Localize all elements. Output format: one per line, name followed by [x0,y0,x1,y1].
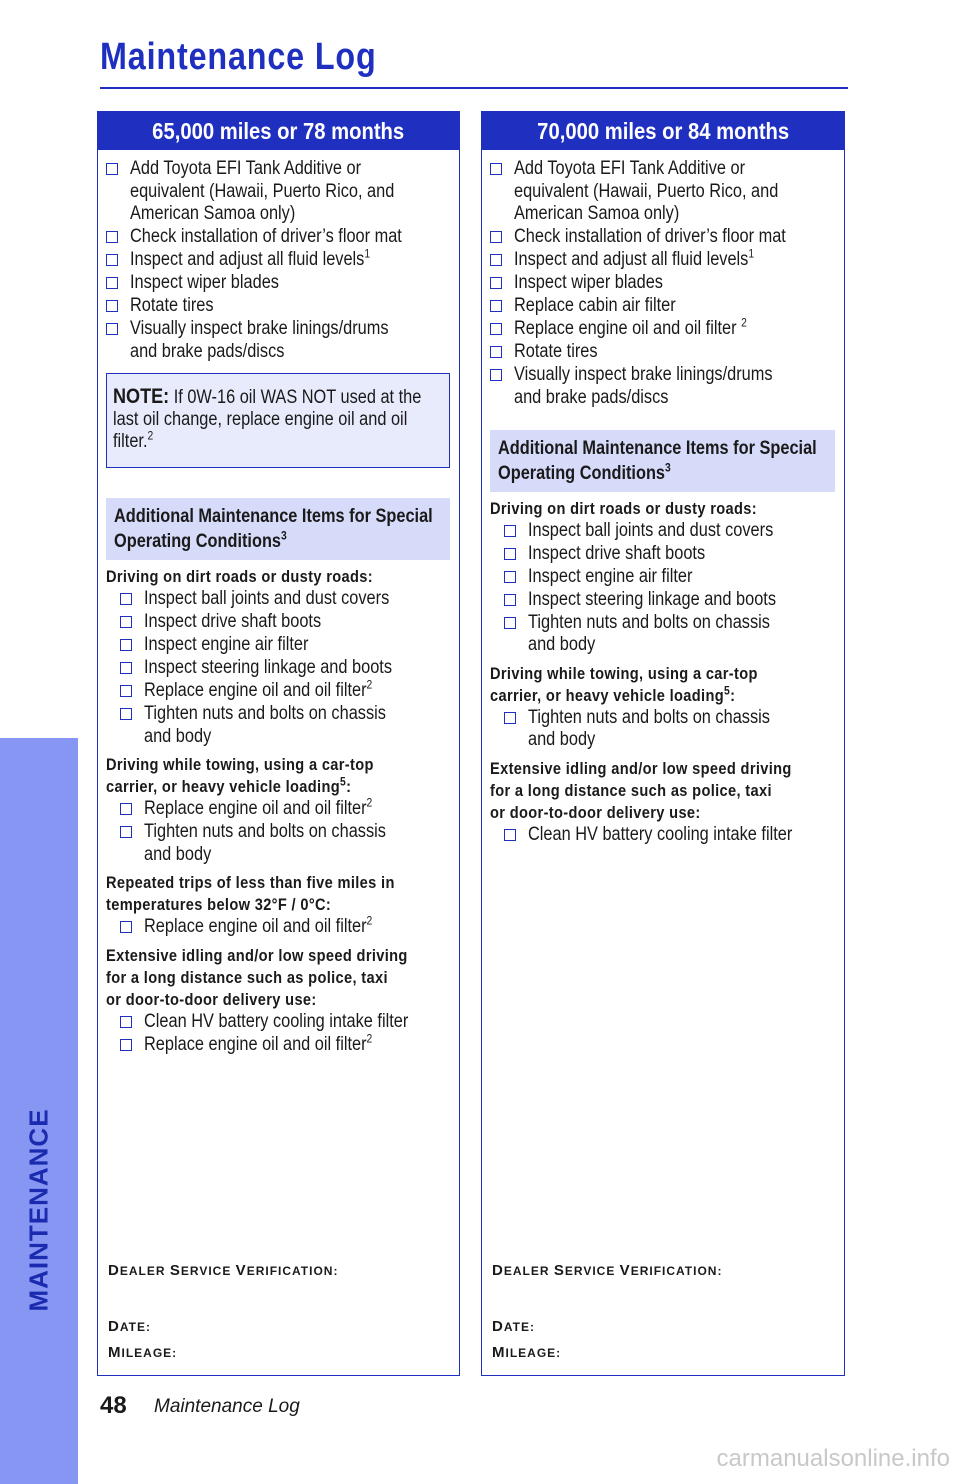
checkbox-icon[interactable] [120,826,132,838]
checklist-item-text: Replace engine oil and oil filter [514,318,742,339]
additional-items-title [490,430,835,492]
checklist-item [106,246,459,272]
checkbox-icon[interactable] [490,300,502,312]
checklist-item [490,589,844,612]
checklist-item-text: Inspect wiper blades [130,272,279,293]
checklist-item [490,158,844,226]
checklist-item [106,657,459,680]
condition-title-text: Repeated trips of less than five miles in temperatures below 32°F / 0°C: [106,873,395,914]
checkbox-icon[interactable] [490,346,502,358]
checklist-item-text: Replace engine oil and oil filter [144,680,367,701]
checklist-item-text: Inspect ball joints and dust covers [528,519,774,541]
checklist-item-text: Tighten nuts and bolts on chassis and body [144,703,386,747]
additional-title-text: Additional Maintenance Items for Special Operating Conditions [114,506,433,552]
checklist-item [490,295,844,318]
checkbox-icon[interactable] [106,163,118,175]
footnote-sup: 5 [724,682,731,697]
note-box [106,373,450,468]
checklist-item-text: Inspect drive shaft boots [528,542,706,564]
checklist-item [106,588,459,611]
condition-title-text: Driving while towing, using a car-top carrier, or heavy vehicle loading [106,755,374,796]
checkbox-icon[interactable] [106,323,118,335]
checkbox-icon[interactable] [504,548,516,560]
checklist-item-text: Replace engine oil and oil filter [144,1033,367,1055]
checklist-item [490,707,844,752]
checkbox-icon[interactable] [120,639,132,651]
checklist-item-text: Check installation of driver’s floor mat [514,226,786,247]
checklist-item [490,566,844,589]
dealer-verification-label: DEALER SERVICE VERIFICATION: [492,1262,723,1279]
checklist-item-text: Replace engine oil and oil filter [144,798,367,819]
checkbox-icon[interactable] [120,1016,132,1028]
checkbox-icon[interactable] [504,594,516,606]
checkbox-icon[interactable] [490,254,502,266]
checklist-item-text: Add Toyota EFI Tank Additive or equivalent (Hawaii, Puerto Rico, and American Samoa only) [514,158,779,224]
title-rule [100,87,848,89]
note-sup: 2 [147,428,154,443]
checklist-item-text: Visually inspect brake linings/drums and brake pads/discs [130,318,389,362]
checklist-item-text: Clean HV battery cooling intake filter [144,1010,409,1032]
checklist-item [106,226,459,249]
date-label: DATE: [492,1318,535,1335]
checkbox-icon[interactable] [504,617,516,629]
footer-label: Maintenance Log [154,1396,300,1417]
condition-title: Driving while towing, using a car-top carrier, or heavy vehicle loading$^5$: [490,663,758,705]
checklist-item-text: Inspect ball joints and dust covers [144,588,390,609]
note-label: NOTE: [113,385,170,408]
checklist-item-text: Rotate tires [514,341,598,362]
checklist-item [106,703,459,748]
checklist-item-text: Tighten nuts and bolts on chassis and body [528,611,770,655]
column-header [98,112,459,150]
checklist-item [106,795,459,821]
checklist-item-text: Inspect engine air filter [528,565,693,587]
condition-title-text: Extensive idling and/or low speed driving for a long distance such as police, taxi or door-to-door delivery use: [106,945,408,1009]
condition-title [490,498,844,520]
column-header-text: 65,000 miles or 78 months [152,117,405,144]
checkbox-icon[interactable] [490,323,502,335]
checkbox-icon[interactable] [120,685,132,697]
checklist-item-text: Inspect wiper blades [514,272,663,293]
mileage-label: MILEAGE: [492,1344,562,1361]
additional-title-sup: 3 [281,528,287,543]
checklist-item [106,318,459,363]
checklist-item [490,226,844,249]
checklist-item [490,246,844,272]
checklist-item-text: Inspect steering linkage and boots [144,657,392,678]
checklist-item-text: Rotate tires [130,295,214,316]
checklist-item-text: Check installation of driver’s floor mat [130,226,402,247]
footnote-sup: 2 [366,677,373,692]
checklist-item-text: Inspect drive shaft boots [144,611,322,632]
checkbox-icon[interactable] [504,829,516,841]
column-65000 [97,111,460,1376]
checklist-item [106,821,459,866]
checklist-item [490,272,844,295]
mileage-label: MILEAGE: [108,1344,178,1361]
checkbox-icon[interactable] [120,662,132,674]
footnote-sup: 2 [366,795,373,810]
additional-items-title [106,498,450,560]
checkbox-icon[interactable] [106,300,118,312]
checklist-item [106,1011,459,1034]
additional-title-sup: 3 [665,460,671,475]
footnote-sup: 5 [340,774,347,789]
checkbox-icon[interactable] [490,369,502,381]
checklist-item [106,913,459,939]
condition-title-text: Driving on dirt roads or dusty roads: [106,567,373,586]
checkbox-icon[interactable] [106,231,118,243]
page-number: 48 [100,1392,127,1419]
checkbox-icon[interactable] [490,277,502,289]
additional-title-text: Additional Maintenance Items for Special Operating Conditions [498,437,817,484]
column-header [482,112,844,150]
note-text: If 0W-16 oil WAS NOT used at the last oil change, replace engine oil and oil filter. [113,387,422,452]
checklist-item-text: Inspect and adjust all fluid levels [130,249,365,270]
checklist-item [490,341,844,364]
condition-title [106,566,459,588]
condition-title [490,758,844,824]
column-70000 [481,111,845,1376]
checklist-item-text: Tighten nuts and bolts on chassis and body [144,821,386,865]
checkbox-icon[interactable] [490,231,502,243]
checkbox-icon[interactable] [120,616,132,628]
side-tab-label: MAINTENANCE [23,1108,54,1312]
checkbox-icon[interactable] [504,712,516,724]
checklist-item-text: Inspect steering linkage and boots [528,588,776,610]
footnote-sup: 1 [748,246,755,261]
footnote-sup: 2 [741,315,747,330]
checkbox-icon[interactable] [120,921,132,933]
checklist-item [490,315,844,341]
condition-title [106,945,459,1011]
checklist-item [106,677,459,703]
footnote-sup: 2 [366,913,373,928]
watermark: carmanualsonline.info [716,1445,950,1472]
footnote-sup: 1 [364,246,371,261]
date-label: DATE: [108,1318,151,1335]
checklist-item [106,272,459,295]
checkbox-icon[interactable] [120,803,132,815]
checklist-item-text: Inspect and adjust all fluid levels [514,249,749,270]
checklist-item [490,824,844,847]
condition-title-text: Extensive idling and/or low speed driving for a long distance such as police, taxi or door-to-door delivery use: [490,758,792,822]
checklist-item [106,295,459,318]
checkbox-icon[interactable] [106,277,118,289]
checkbox-icon[interactable] [504,525,516,537]
service-items [482,150,844,409]
checkbox-icon[interactable] [106,254,118,266]
checklist-item [490,520,844,543]
checklist-item-text: Visually inspect brake linings/drums and brake pads/discs [514,364,773,408]
checkbox-icon[interactable] [120,593,132,605]
conditions [482,498,844,847]
checkbox-icon[interactable] [504,571,516,583]
checklist-item [106,158,459,226]
column-header-text: 70,000 miles or 84 months [536,117,789,144]
condition-title-text: Driving on dirt roads or dusty roads: [490,498,757,518]
service-items [98,150,459,363]
condition-title [106,872,459,916]
checkbox-icon[interactable] [490,163,502,175]
checklist-item [490,612,844,657]
checklist-item-text: Replace cabin air filter [514,295,676,316]
condition-title-text: Driving while towing, using a car-top carrier, or heavy vehicle loading [490,663,758,705]
checklist-item [106,634,459,657]
checklist-item [106,611,459,634]
footnote-sup: 2 [366,1031,373,1046]
page-title: Maintenance Log [100,36,377,78]
dealer-verification-label: DEALER SERVICE VERIFICATION: [108,1262,339,1279]
conditions [98,566,459,1056]
checklist-item-text: Tighten nuts and bolts on chassis and body [528,706,770,750]
checkbox-icon[interactable] [120,708,132,720]
checklist-item [490,364,844,409]
checklist-item-text: Inspect engine air filter [144,634,309,655]
checkbox-icon[interactable] [120,1039,132,1051]
checklist-item-text: Replace engine oil and oil filter [144,916,367,937]
checklist-item-text: Clean HV battery cooling intake filter [528,823,793,845]
checklist-item-text: Add Toyota EFI Tank Additive or equivalent (Hawaii, Puerto Rico, and American Samoa only) [130,158,395,224]
condition-title: Driving while towing, using a car-top carrier, or heavy vehicle loading$^5$: [106,755,374,796]
checklist-item [106,1031,459,1057]
checklist-item [490,543,844,566]
